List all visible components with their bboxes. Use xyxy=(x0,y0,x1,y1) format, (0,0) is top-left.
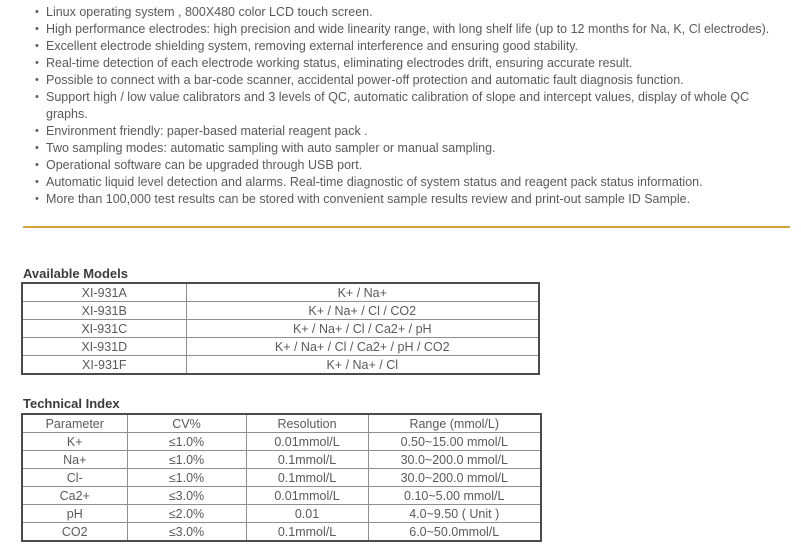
features-list xyxy=(0,0,801,208)
feature-item xyxy=(35,4,775,21)
table-row xyxy=(22,487,541,505)
feature-item xyxy=(35,89,775,123)
table-header-row xyxy=(22,414,541,433)
col-header: Range (mmol/L) xyxy=(368,414,541,433)
table-row xyxy=(22,283,539,302)
bullet-icon: • xyxy=(35,142,39,154)
feature-text: Real-time detection of each electrode working status, eliminating electrodes drift, ensuring accurate result. xyxy=(46,56,633,70)
table-row xyxy=(22,356,539,375)
feature-item xyxy=(35,157,775,174)
model-cell: XI-931F xyxy=(22,356,186,375)
model-cell: XI-931C xyxy=(22,320,186,338)
feature-text: Excellent electrode shielding system, removing external interference and ensuring good stability. xyxy=(46,39,579,53)
feature-item xyxy=(35,38,775,55)
range-cell: 6.0~50.0mmol/L xyxy=(368,523,541,542)
cv-cell: ≤3.0% xyxy=(127,487,246,505)
table-row xyxy=(22,451,541,469)
feature-item xyxy=(35,191,775,208)
feature-text: More than 100,000 test results can be stored with convenient sample results review and print-out sample ID Sample. xyxy=(46,192,691,206)
feature-item xyxy=(35,72,775,89)
parameter-cell: K+ xyxy=(22,433,127,451)
params-cell: K+ / Na+ / Cl / Ca2+ / pH xyxy=(186,320,539,338)
resolution-cell: 0.1mmol/L xyxy=(246,469,368,487)
resolution-cell: 0.1mmol/L xyxy=(246,451,368,469)
bullet-icon: • xyxy=(35,57,39,69)
table-row xyxy=(22,469,541,487)
feature-text: Possible to connect with a bar-code scanner, accidental power-off protection and automatic fault diagnosis function. xyxy=(46,73,684,87)
resolution-cell: 0.01mmol/L xyxy=(246,433,368,451)
params-cell: K+ / Na+ / Cl xyxy=(186,356,539,375)
feature-item xyxy=(35,21,775,38)
table-row xyxy=(22,523,541,542)
section-divider xyxy=(23,226,790,228)
resolution-cell: 0.01 xyxy=(246,505,368,523)
bullet-icon: • xyxy=(35,74,39,86)
feature-text: Operational software can be upgraded through USB port. xyxy=(46,158,363,172)
table-row xyxy=(22,338,539,356)
available-models-title: Available Models xyxy=(23,266,128,281)
params-cell: K+ / Na+ / Cl / CO2 xyxy=(186,302,539,320)
resolution-cell: 0.01mmol/L xyxy=(246,487,368,505)
cv-cell: ≤1.0% xyxy=(127,451,246,469)
range-cell: 30.0~200.0 mmol/L xyxy=(368,451,541,469)
params-cell: K+ / Na+ / Cl / Ca2+ / pH / CO2 xyxy=(186,338,539,356)
range-cell: 30.0~200.0 mmol/L xyxy=(368,469,541,487)
table-row xyxy=(22,320,539,338)
feature-text: Environment friendly: paper-based material reagent pack . xyxy=(46,124,368,138)
parameter-cell: Ca2+ xyxy=(22,487,127,505)
feature-item xyxy=(35,55,775,72)
parameter-cell: Cl- xyxy=(22,469,127,487)
table-row xyxy=(22,505,541,523)
table-row xyxy=(22,433,541,451)
feature-text: High performance electrodes: high precision and wide linearity range, with long shelf life (up to 12 months for Na, K, Cl electrodes). xyxy=(46,22,770,36)
cv-cell: ≤2.0% xyxy=(127,505,246,523)
range-cell: 0.50~15.00 mmol/L xyxy=(368,433,541,451)
bullet-icon: • xyxy=(35,23,39,35)
col-header: Resolution xyxy=(246,414,368,433)
bullet-icon: • xyxy=(35,159,39,171)
col-header: CV% xyxy=(127,414,246,433)
col-header: Parameter xyxy=(22,414,127,433)
parameter-cell: Na+ xyxy=(22,451,127,469)
bullet-icon: • xyxy=(35,125,39,137)
feature-text: Two sampling modes: automatic sampling with auto sampler or manual sampling. xyxy=(46,141,496,155)
available-models-table xyxy=(21,282,540,375)
range-cell: 0.10~5.00 mmol/L xyxy=(368,487,541,505)
bullet-icon: • xyxy=(35,176,39,188)
feature-text: Automatic liquid level detection and alarms. Real-time diagnostic of system status and reagent pack status information. xyxy=(46,175,703,189)
feature-item xyxy=(35,174,775,191)
model-cell: XI-931D xyxy=(22,338,186,356)
resolution-cell: 0.1mmol/L xyxy=(246,523,368,542)
range-cell: 4.0~9.50 ( Unit ) xyxy=(368,505,541,523)
table-row xyxy=(22,302,539,320)
technical-index-table xyxy=(21,413,542,542)
bullet-icon: • xyxy=(35,6,39,18)
bullet-icon: • xyxy=(35,193,39,205)
feature-item xyxy=(35,140,775,157)
technical-index-title: Technical Index xyxy=(23,396,120,411)
params-cell: K+ / Na+ xyxy=(186,283,539,302)
parameter-cell: pH xyxy=(22,505,127,523)
parameter-cell: CO2 xyxy=(22,523,127,542)
feature-text: Linux operating system , 800X480 color LCD touch screen. xyxy=(46,5,373,19)
feature-item xyxy=(35,123,775,140)
cv-cell: ≤3.0% xyxy=(127,523,246,542)
cv-cell: ≤1.0% xyxy=(127,469,246,487)
bullet-icon: • xyxy=(35,91,39,103)
cv-cell: ≤1.0% xyxy=(127,433,246,451)
feature-text: Support high / low value calibrators and 3 levels of QC, automatic calibration of slope and intercept values, display of whole QC graphs. xyxy=(46,90,750,121)
model-cell: XI-931A xyxy=(22,283,186,302)
bullet-icon: • xyxy=(35,40,39,52)
model-cell: XI-931B xyxy=(22,302,186,320)
